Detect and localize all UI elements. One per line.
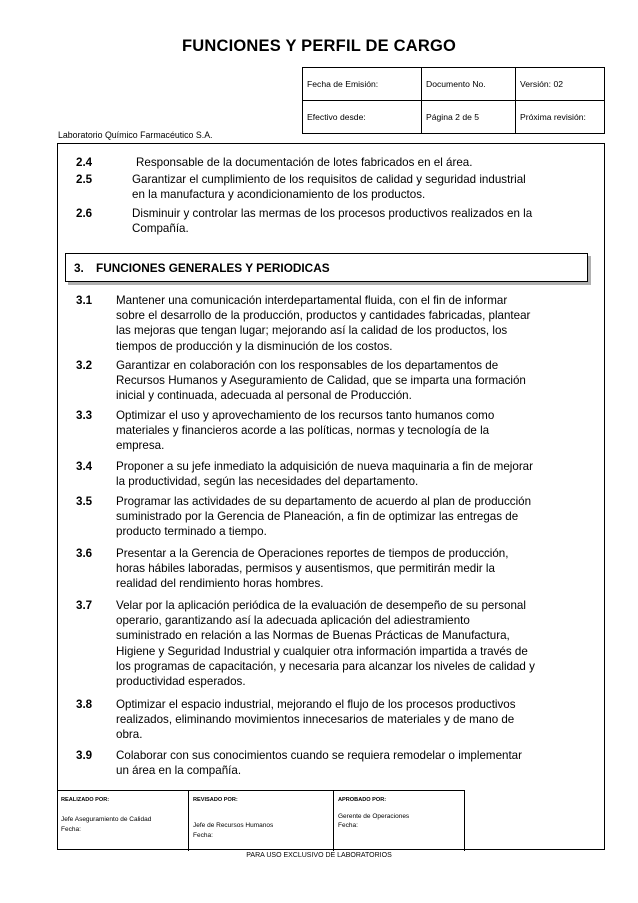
item-line: Garantizar en colaboración con los responsables de los departamentos de [116, 359, 499, 372]
item-line: Mantener una comunicación interdepartamental fluida, con el fin de informar [116, 294, 508, 307]
item-line: Velar por la aplicación periódica de la evaluación de desempeño de su personal [116, 599, 526, 612]
signature-date: Fecha: [338, 822, 358, 829]
item-number: 3.4 [76, 460, 93, 473]
item-line: las mejoras que tengan lugar; mejorando así la calidad de los productos, los [116, 324, 508, 338]
section-number: 3. [74, 261, 84, 275]
signature-heading: REALIZADO POR: [61, 797, 110, 803]
item-line: suministrado en relación a las Normas de Buenas Prácticas de Manufactura, [116, 629, 510, 643]
item-line: Proponer a su jefe inmediato la adquisición de nueva maquinaria a fin de mejorar [116, 460, 533, 473]
item-line: Compañía. [132, 222, 189, 236]
item-line: materiales y financieros acorde a las políticas, normas y tecnología de la [116, 424, 490, 438]
item-line: un área en la compañía. [116, 764, 242, 778]
section-title: FUNCIONES GENERALES Y PERIODICAS [96, 261, 330, 275]
document-title: FUNCIONES Y PERFIL DE CARGO [181, 37, 457, 55]
proxima-revision-cell: Próxima revisión: [516, 101, 605, 134]
item-line: empresa. [116, 439, 165, 453]
item-line: producto terminado a tiempo. [116, 525, 267, 539]
item-line: en la manufactura y acondicionamiento de los productos. [132, 188, 426, 202]
item-line: Responsable de la documentación de lotes fabricados en el área. [136, 156, 473, 169]
item-line: sobre el desarrollo de la producción, productos y cantidades fabricadas, plantear [116, 309, 531, 323]
item-line: operario, garantizando así la adecuada aplicación del adiestramiento [116, 614, 470, 628]
item-line: suministrado por la Gerencia de Planeación, a fin de optimizar las entregas de [116, 510, 519, 524]
item-line: Optimizar el uso y aprovechamiento de los recursos tanto humanos como [116, 409, 495, 422]
item-line: Higiene y Seguridad Industrial y cualquier otra información impartida a través de [116, 644, 528, 658]
signature-realizado [57, 790, 189, 851]
item-line: inicial y continuada, adecuada al personal de Producción. [116, 389, 412, 403]
signature-role: Jefe Aseguramiento de Calidad [61, 816, 152, 823]
documento-no-cell: Documento No. [422, 68, 516, 101]
item-line: horas hábiles laboradas, permisos y ausentismos, que permitirán medir la [116, 562, 495, 576]
item-number: 3.3 [76, 409, 93, 422]
item-number: 2.6 [76, 207, 93, 220]
item-number: 3.6 [76, 547, 93, 560]
item-number: 3.9 [76, 749, 93, 762]
item-number: 3.5 [76, 495, 93, 508]
item-line: tiempos de producción y la disminución de los costos. [116, 339, 393, 353]
fecha-emision-cell: Fecha de Emisión: [303, 68, 422, 101]
efectivo-desde-cell: Efectivo desde: [303, 101, 422, 134]
item-line: Programar las actividades de su departamento de acuerdo al plan de producción [116, 495, 532, 508]
item-line: la productividad, según las necesidades del departamento. [116, 475, 419, 489]
item-line: realizados, eliminando movimientos innecesarios de materiales y de mano de [116, 713, 515, 727]
signature-heading: APROBADO POR: [338, 797, 387, 803]
item-line: Optimizar el espacio industrial, mejorando el flujo de los procesos productivos [116, 698, 516, 711]
version-cell: Versión: 02 [516, 68, 605, 101]
signature-aprobado [334, 790, 465, 851]
item-line: realidad del rendimiento horas hombres. [116, 577, 324, 591]
item-number: 3.8 [76, 698, 93, 711]
company-name: Laboratorio Químico Farmacéutico S.A. [58, 130, 213, 140]
item-number: 3.1 [76, 294, 93, 307]
section-heading [65, 253, 588, 282]
signature-role: Gerente de Operaciones [338, 813, 410, 820]
item-line: Presentar a la Gerencia de Operaciones reportes de tiempos de producción, [116, 547, 509, 560]
item-line: Colaborar con sus conocimientos cuando se requiera remodelar o implementar [116, 749, 522, 762]
signature-role: Jefe de Recursos Humanos [193, 822, 274, 829]
item-line: Disminuir y controlar las mermas de los procesos productivos realizados en la [132, 207, 533, 220]
item-number: 2.4 [76, 156, 93, 169]
signature-date: Fecha: [61, 826, 81, 833]
item-line: los programas de capacitación, y necesaria para alcanzar los niveles de calidad y [116, 659, 535, 673]
footer-note: PARA USO EXCLUSIVO DE LABORATORIOS [246, 852, 392, 859]
signature-revisado [189, 790, 334, 851]
item-line: Garantizar el cumplimiento de los requisitos de calidad y seguridad industrial [132, 173, 526, 186]
document-header-table [302, 67, 605, 134]
pagina-cell: Página 2 de 5 [422, 101, 516, 134]
signature-date: Fecha: [193, 832, 213, 839]
item-line: productividad esperados. [116, 675, 246, 689]
signature-heading: REVISADO POR: [193, 797, 238, 803]
item-line: Recursos Humanos y Aseguramiento de Calidad, que se imparta una formación [116, 374, 526, 388]
item-line: obra. [116, 728, 143, 742]
item-number: 3.2 [76, 359, 93, 372]
item-number: 2.5 [76, 173, 93, 186]
item-number: 3.7 [76, 599, 93, 612]
